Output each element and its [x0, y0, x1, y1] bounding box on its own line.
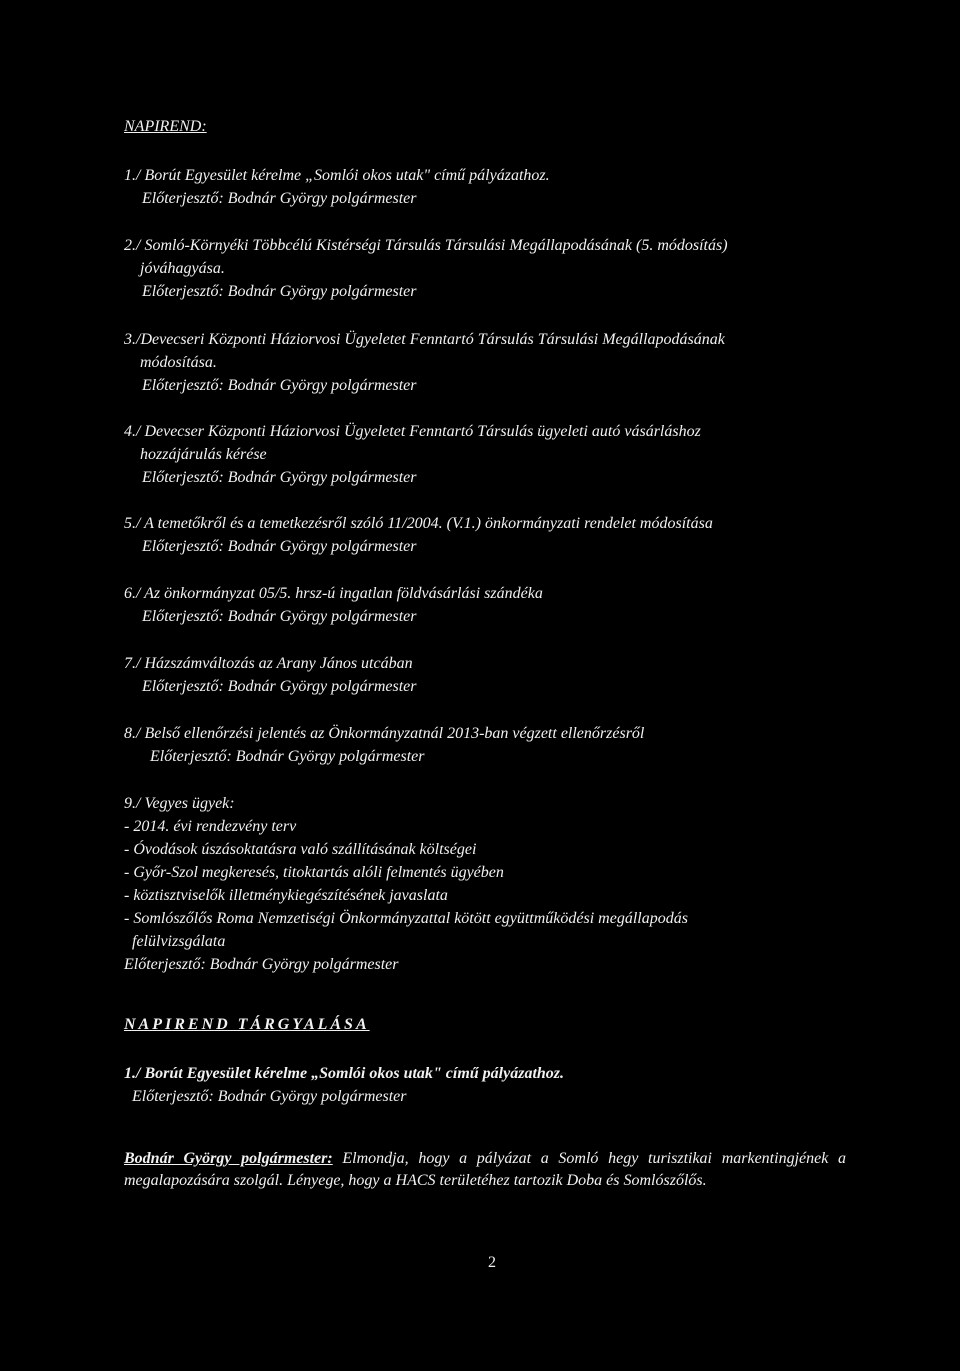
- agenda-item-title: 6./ Az önkormányzat 05/5. hrsz-ú ingatlan földvásárlási szándéka: [124, 585, 543, 602]
- agenda-item-presenter: Előterjesztő: Bodnár György polgármester: [142, 608, 417, 625]
- speaker-name: Bodnár György polgármester:: [124, 1150, 333, 1167]
- misc-line: - Óvodások úszásoktatásra való szállításának költségei: [124, 841, 477, 858]
- agenda-item-title: 2./ Somló-Környéki Többcélú Kistérségi Társulás Társulási Megállapodásának (5. módosítás): [124, 237, 728, 254]
- misc-line: - köztisztviselők illetménykiegészítésének javaslata: [124, 887, 448, 904]
- agenda-item-continuation: módosítása.: [140, 354, 217, 371]
- page-number: 2: [488, 1254, 496, 1271]
- discussion-heading: NAPIREND TÁRGYALÁSA: [124, 1016, 370, 1033]
- agenda-item-presenter: Előterjesztő: Bodnár György polgármester: [142, 678, 417, 695]
- speech-text: Elmondja, hogy a pályázat a Somló hegy turisztikai markentingjének a megalapozására szolgál. Lényege, hogy a HACS területéhez tartozik Doba és Somlószőlős.: [124, 1150, 847, 1189]
- misc-line: - Somlószőlős Roma Nemzetiségi Önkormányzattal kötött együttműködési megállapodás: [124, 910, 688, 927]
- agenda-item-4: [124, 420, 844, 489]
- agenda-item-title: 8./ Belső ellenőrzési jelentés az Önkormányzatnál 2013-ban végzett ellenőrzésről: [124, 725, 645, 742]
- agenda-item-title: 7./ Házszámváltozás az Arany János utcában: [124, 655, 413, 672]
- agenda-item-5: [124, 512, 844, 558]
- agenda-item-presenter: Előterjesztő: Bodnár György polgármester: [142, 283, 417, 300]
- agenda-item-continuation: jóváhagyása.: [140, 260, 225, 277]
- agenda-item-8: [124, 722, 844, 768]
- misc-title: 9./ Vegyes ügyek:: [124, 795, 235, 812]
- misc-line: - 2014. évi rendezvény terv: [124, 818, 297, 835]
- agenda-item-2: [124, 234, 844, 303]
- discussion-item-presenter: Előterjesztő: Bodnár György polgármester: [132, 1088, 407, 1105]
- agenda-item-6: [124, 582, 844, 628]
- agenda-item-title: 5./ A temetőkről és a temetkezésről szóló 11/2004. (V.1.) önkormányzati rendelet módosítása: [124, 515, 713, 532]
- agenda-item-title: 3./Devecseri Központi Háziorvosi Ügyeletet Fenntartó Társulás Társulási Megállapodásának: [124, 331, 725, 348]
- discussion-item-title: 1./ Borút Egyesület kérelme „Somlói okos utak" című pályázathoz.: [124, 1065, 565, 1082]
- misc-line: - Győr-Szol megkeresés, titoktartás alóli felmentés ügyében: [124, 864, 504, 881]
- misc-line: felülvizsgálata: [132, 933, 226, 950]
- speech-paragraph: [124, 1148, 846, 1192]
- agenda-item-presenter: Előterjesztő: Bodnár György polgármester: [142, 377, 417, 394]
- agenda-item-title: 1./ Borút Egyesület kérelme „Somlói okos utak" című pályázathoz.: [124, 167, 550, 184]
- misc-presenter: Előterjesztő: Bodnár György polgármester: [124, 956, 399, 973]
- agenda-item-misc: [124, 792, 844, 976]
- agenda-item-presenter: Előterjesztő: Bodnár György polgármester: [142, 538, 417, 555]
- agenda-item-presenter: Előterjesztő: Bodnár György polgármester: [142, 190, 417, 207]
- agenda-item-7: [124, 652, 844, 698]
- agenda-item-presenter: Előterjesztő: Bodnár György polgármester: [142, 469, 417, 486]
- agenda-item-continuation: hozzájárulás kérése: [140, 446, 267, 463]
- discussion-item-1: [124, 1062, 844, 1108]
- agenda-item-presenter: Előterjesztő: Bodnár György polgármester: [150, 748, 425, 765]
- agenda-item-title: 4./ Devecser Központi Háziorvosi Ügyeletet Fenntartó Társulás ügyeleti autó vásárláshoz: [124, 423, 701, 440]
- agenda-item-1: [124, 164, 844, 210]
- agenda-item-3: [124, 328, 844, 397]
- agenda-heading: NAPIREND:: [124, 118, 207, 135]
